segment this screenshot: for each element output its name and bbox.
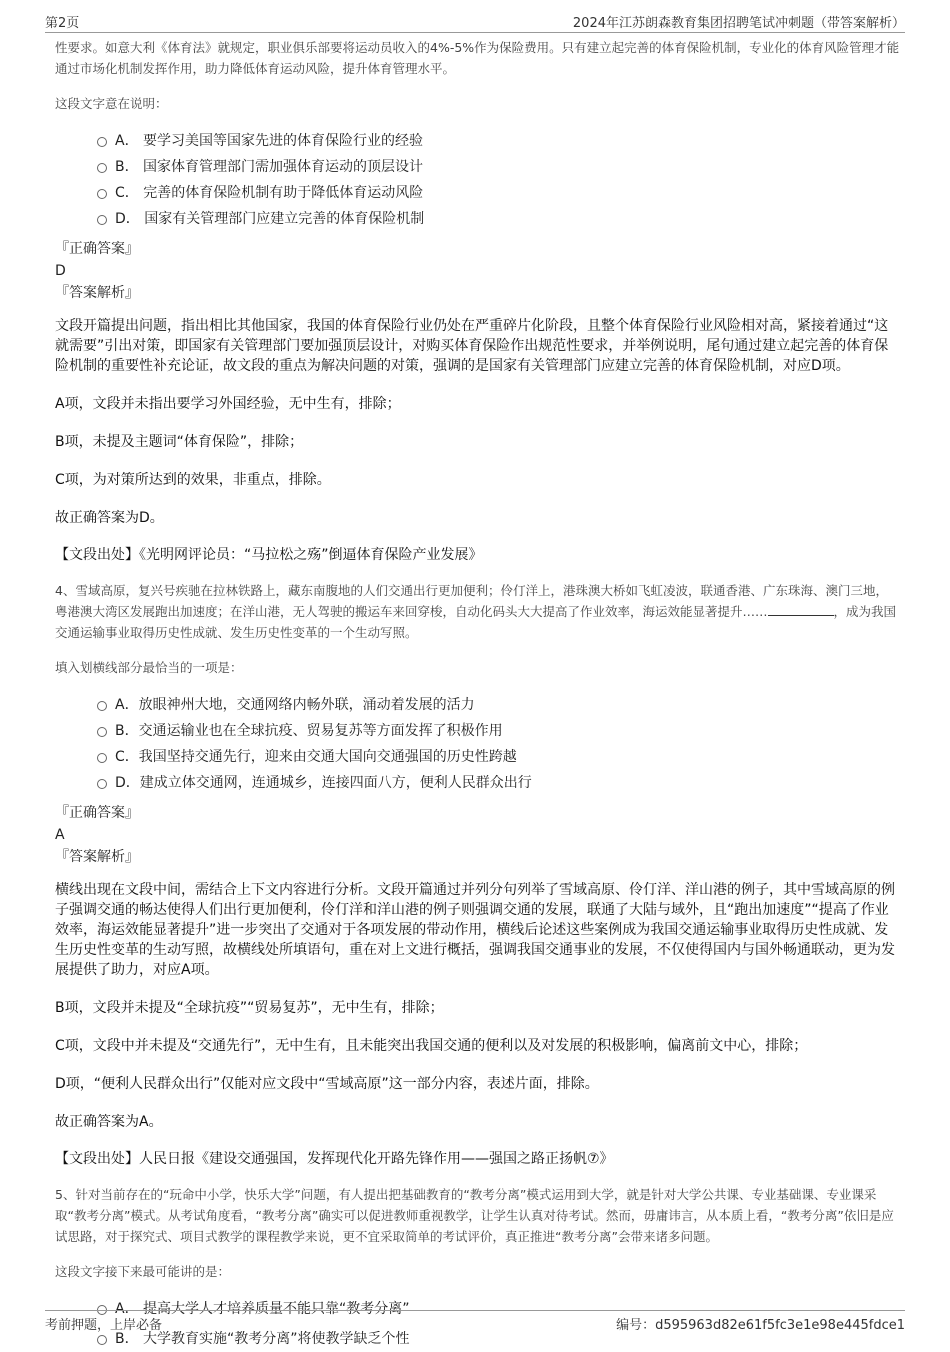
radio-icon[interactable]	[97, 779, 107, 789]
q3-analysis-label: 『答案解析』	[55, 285, 139, 301]
q3-note-b: B项，未提及主题词“体育保险”，排除；	[55, 434, 304, 450]
q3-passage-end: 性要求。如意大利《体育法》就规定，职业俱乐部要将运动员收入的4%-5%作为保险费用。只有建立起完善的体育保险机制，专业化的体育风险管理才能通过市场化机制发挥作用，助力降低体育运动风险，提升体育管理水平。	[55, 40, 900, 76]
q4-options	[97, 692, 900, 796]
q3-note-a: A项，文段并未指出要学习外国经验，无中生有，排除；	[55, 396, 401, 412]
q3-option-b[interactable]: B． 国家体育管理部门需加强体育运动的顶层设计	[97, 154, 900, 180]
q4-option-d[interactable]: D．建成立体交通网，连通城乡，连接四面八方，便利人民群众出行	[97, 770, 900, 796]
radio-icon[interactable]	[97, 753, 107, 763]
q4-note-b: B项，文段并未提及“全球抗疫”“贸易复苏”，无中生有，排除；	[55, 1000, 444, 1016]
q4-note-d: D项，“便利人民群众出行”仅能对应文段中“雪域高原”这一部分内容，表述片面，排除。	[55, 1076, 599, 1092]
footer-doc-id: 编号：d595963d82e61f5fc3e1e98e445fdce1	[616, 1318, 905, 1333]
q4-note-c: C项，文段中并未提及“交通先行”，无中生有，且未能突出我国交通的便利以及对发展的积极影响，偏离前文中心，排除；	[55, 1038, 808, 1054]
radio-icon[interactable]	[97, 215, 107, 225]
page-footer	[0, 1310, 950, 1345]
q5-option-b[interactable]: B． 大学教育实施“教考分离”将使教学缺乏个性	[97, 1326, 900, 1352]
page-header	[0, 0, 950, 34]
blank-line	[768, 603, 834, 616]
q3-option-d[interactable]: D． 国家有关管理部门应建立完善的体育保险机制	[97, 206, 900, 232]
radio-icon[interactable]	[97, 137, 107, 147]
page-content	[55, 37, 900, 1352]
radio-icon[interactable]	[97, 727, 107, 737]
radio-icon[interactable]	[97, 701, 107, 711]
document-title: 2024年江苏朗森教育集团招聘笔试冲刺题（带答案解析）	[572, 16, 905, 31]
q4-analysis-label: 『答案解析』	[55, 849, 139, 865]
q5-prompt: 这段文字接下来最可能讲的是：	[55, 1264, 231, 1279]
q5-stem: 5、针对当前存在的“玩命中小学，快乐大学”问题，有人提出把基础教育的“教考分离”模式运用到大学，就是针对大学公共课、专业基础课、专业课采取“教考分离”模式。从考试角度看，“教考分离”确实可以促进教师重视教学，让学生认真对待考试。然而，毋庸讳言，从本质上看，“教考分离”依旧是应试思路，对于探究式、项目式教学的课程教学来说，更不宜采取简单的考试评价，真正推进“教考分离”会带来诸多问题。	[55, 1187, 894, 1244]
radio-icon[interactable]	[97, 189, 107, 199]
q3-answer: D	[55, 263, 66, 279]
footer-slogan: 考前押题，上岸必备	[45, 1318, 163, 1333]
q4-option-b[interactable]: B．交通运输业也在全球抗疫、贸易复苏等方面发挥了积极作用	[97, 718, 900, 744]
q4-stem: 4、雪域高原，复兴号疾驰在拉林铁路上，藏东南腹地的人们交通出行更加便利；伶仃洋上，港珠澳大桥如飞虹凌波，联通香港、广东珠海、澳门三地，粤港澳大湾区发展跑出加速度；在洋山港，无人驾驶的搬运车来回穿梭，自动化码头大大提高了作业效率，海运效能显著提升…… ，成为我国交通运输事业取得历史性成就、发生历史性变革的一个生动写照。	[55, 583, 897, 640]
q4-source: 【文段出处】人民日报《建设交通强国，发挥现代化开路先锋作用——强国之路正扬帆⑦》	[55, 1151, 614, 1167]
q3-note-c: C项，为对策所达到的效果，非重点，排除。	[55, 472, 331, 488]
q3-prompt: 这段文字意在说明：	[55, 96, 168, 111]
q5-option-a[interactable]: A． 提高大学人才培养质量不能只靠“教考分离”	[97, 1296, 900, 1322]
q3-option-c[interactable]: C． 完善的体育保险机制有助于降低体育运动风险	[97, 180, 900, 206]
q3-options	[97, 128, 900, 232]
header-divider	[45, 32, 905, 33]
q3-option-a[interactable]: A． 要学习美国等国家先进的体育保险行业的经验	[97, 128, 900, 154]
q4-answer: A	[55, 827, 65, 843]
q4-answer-label: 『正确答案』	[55, 805, 139, 821]
q4-conclusion: 故正确答案为A。	[55, 1114, 163, 1130]
q3-conclusion: 故正确答案为D。	[55, 510, 164, 526]
q4-prompt: 填入划横线部分最恰当的一项是：	[55, 660, 243, 675]
q4-option-a[interactable]: A．放眼神州大地，交通网络内畅外联，涌动着发展的活力	[97, 692, 900, 718]
q4-option-c[interactable]: C．我国坚持交通先行，迎来由交通大国向交通强国的历史性跨越	[97, 744, 900, 770]
q3-analysis: 文段开篇提出问题，指出相比其他国家，我国的体育保险行业仍处在严重碎片化阶段，且整个体育保险行业风险相对高，紧接着通过“这就需要”引出对策，即国家有关管理部门要加强顶层设计，对购买体育保险作出规范性要求，并举例说明，尾句通过建立起完善的体育保险机制的重要性补充论证，故文段的重点为解决问题的对策，强调的是国家有关管理部门应建立完善的体育保险机制，对应D项。	[55, 318, 889, 374]
page-number: 第2页	[45, 16, 80, 31]
q3-answer-label: 『正确答案』	[55, 241, 139, 257]
q3-source: 【文段出处】《光明网评论员：“马拉松之殇”倒逼体育保险产业发展》	[55, 547, 483, 563]
q4-analysis: 横线出现在文段中间，需结合上下文内容进行分析。文段开篇通过并列分句列举了雪域高原、伶仃洋、洋山港的例子，其中雪域高原的例子强调交通的畅达使得人们出行更加便利，伶仃洋和洋山港的例子则强调交通的发展，联通了大陆与域外，且“跑出加速度”“提高了作业效率，海运效能显著提升”进一步突出了交通对于各项发展的带动作用，横线后论述这些案例成为我国交通运输事业取得历史性成就、发生历史性变革的生动写照，故横线处所填语句，重在对上文进行概括，强调我国交通事业的发展，不仅使得国内与国外畅通联动，更为发展提供了助力，对应A项。	[55, 882, 895, 978]
footer-divider	[45, 1310, 905, 1311]
radio-icon[interactable]	[97, 163, 107, 173]
